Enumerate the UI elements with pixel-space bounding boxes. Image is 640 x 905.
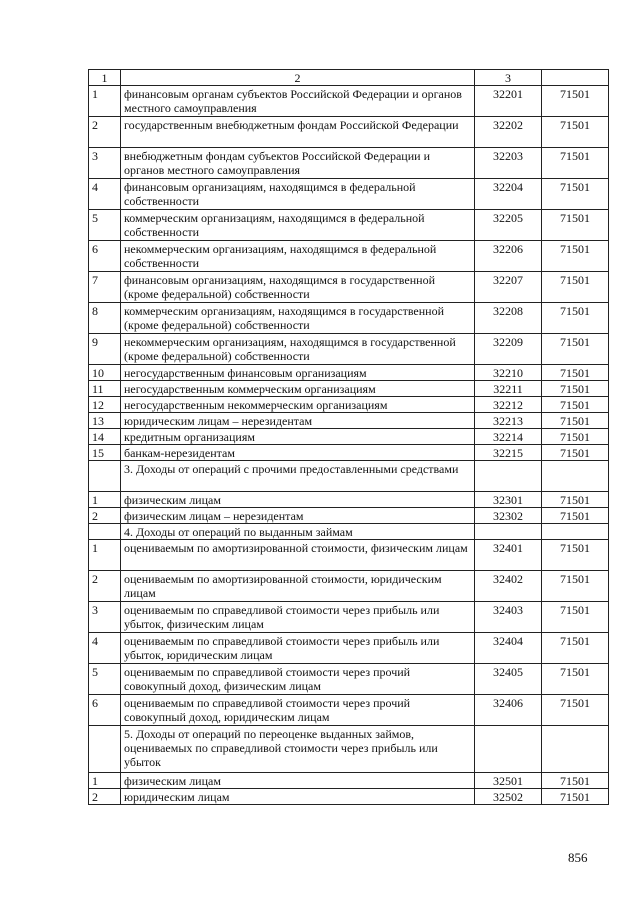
row-number: 2 bbox=[89, 789, 121, 805]
row-description: коммерческим организациям, находящимся в федеральной собственности bbox=[121, 210, 475, 241]
row-code: 32206 bbox=[475, 241, 542, 272]
row-code: 32404 bbox=[475, 633, 542, 664]
row-number: 2 bbox=[89, 117, 121, 148]
row-number: 10 bbox=[89, 365, 121, 381]
row-description: юридическим лицам – нерезидентам bbox=[121, 413, 475, 429]
row-description: некоммерческим организациям, находящимся в государственной (кроме федеральной) собственности bbox=[121, 334, 475, 365]
row-account: 71501 bbox=[542, 445, 609, 461]
row-account: 71501 bbox=[542, 365, 609, 381]
row-code bbox=[475, 524, 542, 540]
row-code: 32201 bbox=[475, 86, 542, 117]
row-account: 71501 bbox=[542, 664, 609, 695]
table-row bbox=[89, 272, 609, 303]
row-account bbox=[542, 524, 609, 540]
accounts-table bbox=[88, 69, 609, 805]
row-description: оцениваемым по справедливой стоимости через прибыль или убыток, юридическим лицам bbox=[121, 633, 475, 664]
section-header-row bbox=[89, 461, 609, 492]
row-number: 3 bbox=[89, 602, 121, 633]
table-row bbox=[89, 540, 609, 571]
row-number: 5 bbox=[89, 210, 121, 241]
row-description: физическим лицам bbox=[121, 773, 475, 789]
row-account: 71501 bbox=[542, 492, 609, 508]
row-code: 32205 bbox=[475, 210, 542, 241]
table-row bbox=[89, 148, 609, 179]
row-account: 71501 bbox=[542, 334, 609, 365]
header-cell-2: 2 bbox=[121, 70, 475, 86]
row-description: коммерческим организациям, находящимся в государственной (кроме федеральной) собственности bbox=[121, 303, 475, 334]
row-number: 12 bbox=[89, 397, 121, 413]
row-number: 3 bbox=[89, 148, 121, 179]
row-code: 32211 bbox=[475, 381, 542, 397]
row-account: 71501 bbox=[542, 429, 609, 445]
row-account: 71501 bbox=[542, 571, 609, 602]
row-account: 71501 bbox=[542, 633, 609, 664]
row-code: 32203 bbox=[475, 148, 542, 179]
section-header-row bbox=[89, 524, 609, 540]
row-description: оцениваемым по амортизированной стоимости, физическим лицам bbox=[121, 540, 475, 571]
row-description: государственным внебюджетным фондам Российской Федерации bbox=[121, 117, 475, 148]
table-row bbox=[89, 508, 609, 524]
header-cell-4 bbox=[542, 70, 609, 86]
table-row bbox=[89, 86, 609, 117]
row-code: 32302 bbox=[475, 508, 542, 524]
row-code: 32502 bbox=[475, 789, 542, 805]
row-description: оцениваемым по справедливой стоимости через прочий совокупный доход, юридическим лицам bbox=[121, 695, 475, 726]
table-row bbox=[89, 664, 609, 695]
table-row bbox=[89, 334, 609, 365]
row-account: 71501 bbox=[542, 148, 609, 179]
table-row bbox=[89, 633, 609, 664]
row-account bbox=[542, 461, 609, 492]
row-number: 5 bbox=[89, 664, 121, 695]
row-account: 71501 bbox=[542, 397, 609, 413]
row-account: 71501 bbox=[542, 117, 609, 148]
table-row bbox=[89, 397, 609, 413]
row-code: 32210 bbox=[475, 365, 542, 381]
row-description: 4. Доходы от операций по выданным займам bbox=[121, 524, 475, 540]
row-description: юридическим лицам bbox=[121, 789, 475, 805]
row-number: 2 bbox=[89, 571, 121, 602]
row-code: 32213 bbox=[475, 413, 542, 429]
header-cell-3: 3 bbox=[475, 70, 542, 86]
row-description: кредитным организациям bbox=[121, 429, 475, 445]
row-number: 7 bbox=[89, 272, 121, 303]
row-code: 32207 bbox=[475, 272, 542, 303]
row-description: 5. Доходы от операций по переоценке выданных займов, оцениваемых по справедливой стоимости через прибыль или убыток bbox=[121, 726, 475, 773]
table-row bbox=[89, 789, 609, 805]
table-row bbox=[89, 602, 609, 633]
table-row bbox=[89, 695, 609, 726]
row-number: 14 bbox=[89, 429, 121, 445]
row-account: 71501 bbox=[542, 508, 609, 524]
row-number: 4 bbox=[89, 633, 121, 664]
row-account: 71501 bbox=[542, 602, 609, 633]
row-description: негосударственным некоммерческим организациям bbox=[121, 397, 475, 413]
row-description: 3. Доходы от операций с прочими предоставленными средствами bbox=[121, 461, 475, 492]
row-account: 71501 bbox=[542, 773, 609, 789]
page-number: 856 bbox=[568, 850, 588, 865]
row-description: банкам-нерезидентам bbox=[121, 445, 475, 461]
row-number: 6 bbox=[89, 695, 121, 726]
row-number: 1 bbox=[89, 86, 121, 117]
row-code: 32204 bbox=[475, 179, 542, 210]
row-account: 71501 bbox=[542, 413, 609, 429]
row-account: 71501 bbox=[542, 86, 609, 117]
row-number bbox=[89, 726, 121, 773]
table-row bbox=[89, 492, 609, 508]
row-number: 1 bbox=[89, 540, 121, 571]
row-account: 71501 bbox=[542, 241, 609, 272]
row-code: 32405 bbox=[475, 664, 542, 695]
header-cell-1: 1 bbox=[89, 70, 121, 86]
section-header-row bbox=[89, 726, 609, 773]
row-code: 32215 bbox=[475, 445, 542, 461]
row-description: оцениваемым по амортизированной стоимости, юридическим лицам bbox=[121, 571, 475, 602]
table-row bbox=[89, 429, 609, 445]
row-number: 13 bbox=[89, 413, 121, 429]
row-description: некоммерческим организациям, находящимся в федеральной собственности bbox=[121, 241, 475, 272]
row-description: внебюджетным фондам субъектов Российской Федерации и органов местного самоуправления bbox=[121, 148, 475, 179]
row-number bbox=[89, 524, 121, 540]
table-row bbox=[89, 773, 609, 789]
row-description: финансовым органам субъектов Российской Федерации и органов местного самоуправления bbox=[121, 86, 475, 117]
row-number: 2 bbox=[89, 508, 121, 524]
row-code: 32301 bbox=[475, 492, 542, 508]
table-row bbox=[89, 303, 609, 334]
table-row bbox=[89, 413, 609, 429]
row-description: финансовым организациям, находящимся в федеральной собственности bbox=[121, 179, 475, 210]
row-number: 8 bbox=[89, 303, 121, 334]
row-account: 71501 bbox=[542, 210, 609, 241]
table-row bbox=[89, 571, 609, 602]
row-account: 71501 bbox=[542, 695, 609, 726]
row-code: 32401 bbox=[475, 540, 542, 571]
row-code: 32214 bbox=[475, 429, 542, 445]
table-row bbox=[89, 365, 609, 381]
row-account bbox=[542, 726, 609, 773]
row-description: оцениваемым по справедливой стоимости через прочий совокупный доход, физическим лицам bbox=[121, 664, 475, 695]
row-code: 32209 bbox=[475, 334, 542, 365]
table-row bbox=[89, 117, 609, 148]
row-code: 32402 bbox=[475, 571, 542, 602]
row-number bbox=[89, 461, 121, 492]
row-number: 9 bbox=[89, 334, 121, 365]
row-number: 4 bbox=[89, 179, 121, 210]
row-description: негосударственным финансовым организациям bbox=[121, 365, 475, 381]
row-number: 11 bbox=[89, 381, 121, 397]
row-number: 1 bbox=[89, 492, 121, 508]
row-description: негосударственным коммерческим организациям bbox=[121, 381, 475, 397]
row-description: оцениваемым по справедливой стоимости через прибыль или убыток, физическим лицам bbox=[121, 602, 475, 633]
row-code bbox=[475, 726, 542, 773]
row-code: 32403 bbox=[475, 602, 542, 633]
row-number: 15 bbox=[89, 445, 121, 461]
row-account: 71501 bbox=[542, 381, 609, 397]
row-code: 32212 bbox=[475, 397, 542, 413]
row-description: физическим лицам – нерезидентам bbox=[121, 508, 475, 524]
row-code: 32406 bbox=[475, 695, 542, 726]
row-description: физическим лицам bbox=[121, 492, 475, 508]
row-account: 71501 bbox=[542, 272, 609, 303]
row-account: 71501 bbox=[542, 179, 609, 210]
table-row bbox=[89, 445, 609, 461]
row-account: 71501 bbox=[542, 303, 609, 334]
row-code: 32501 bbox=[475, 773, 542, 789]
row-description: финансовым организациям, находящимся в государственной (кроме федеральной) собственности bbox=[121, 272, 475, 303]
table-row bbox=[89, 179, 609, 210]
row-account: 71501 bbox=[542, 540, 609, 571]
row-code bbox=[475, 461, 542, 492]
row-number: 1 bbox=[89, 773, 121, 789]
table-header-row bbox=[89, 70, 609, 86]
row-account: 71501 bbox=[542, 789, 609, 805]
row-number: 6 bbox=[89, 241, 121, 272]
table-row bbox=[89, 381, 609, 397]
row-code: 32208 bbox=[475, 303, 542, 334]
table-body bbox=[89, 70, 609, 805]
table-row bbox=[89, 210, 609, 241]
row-code: 32202 bbox=[475, 117, 542, 148]
table-row bbox=[89, 241, 609, 272]
